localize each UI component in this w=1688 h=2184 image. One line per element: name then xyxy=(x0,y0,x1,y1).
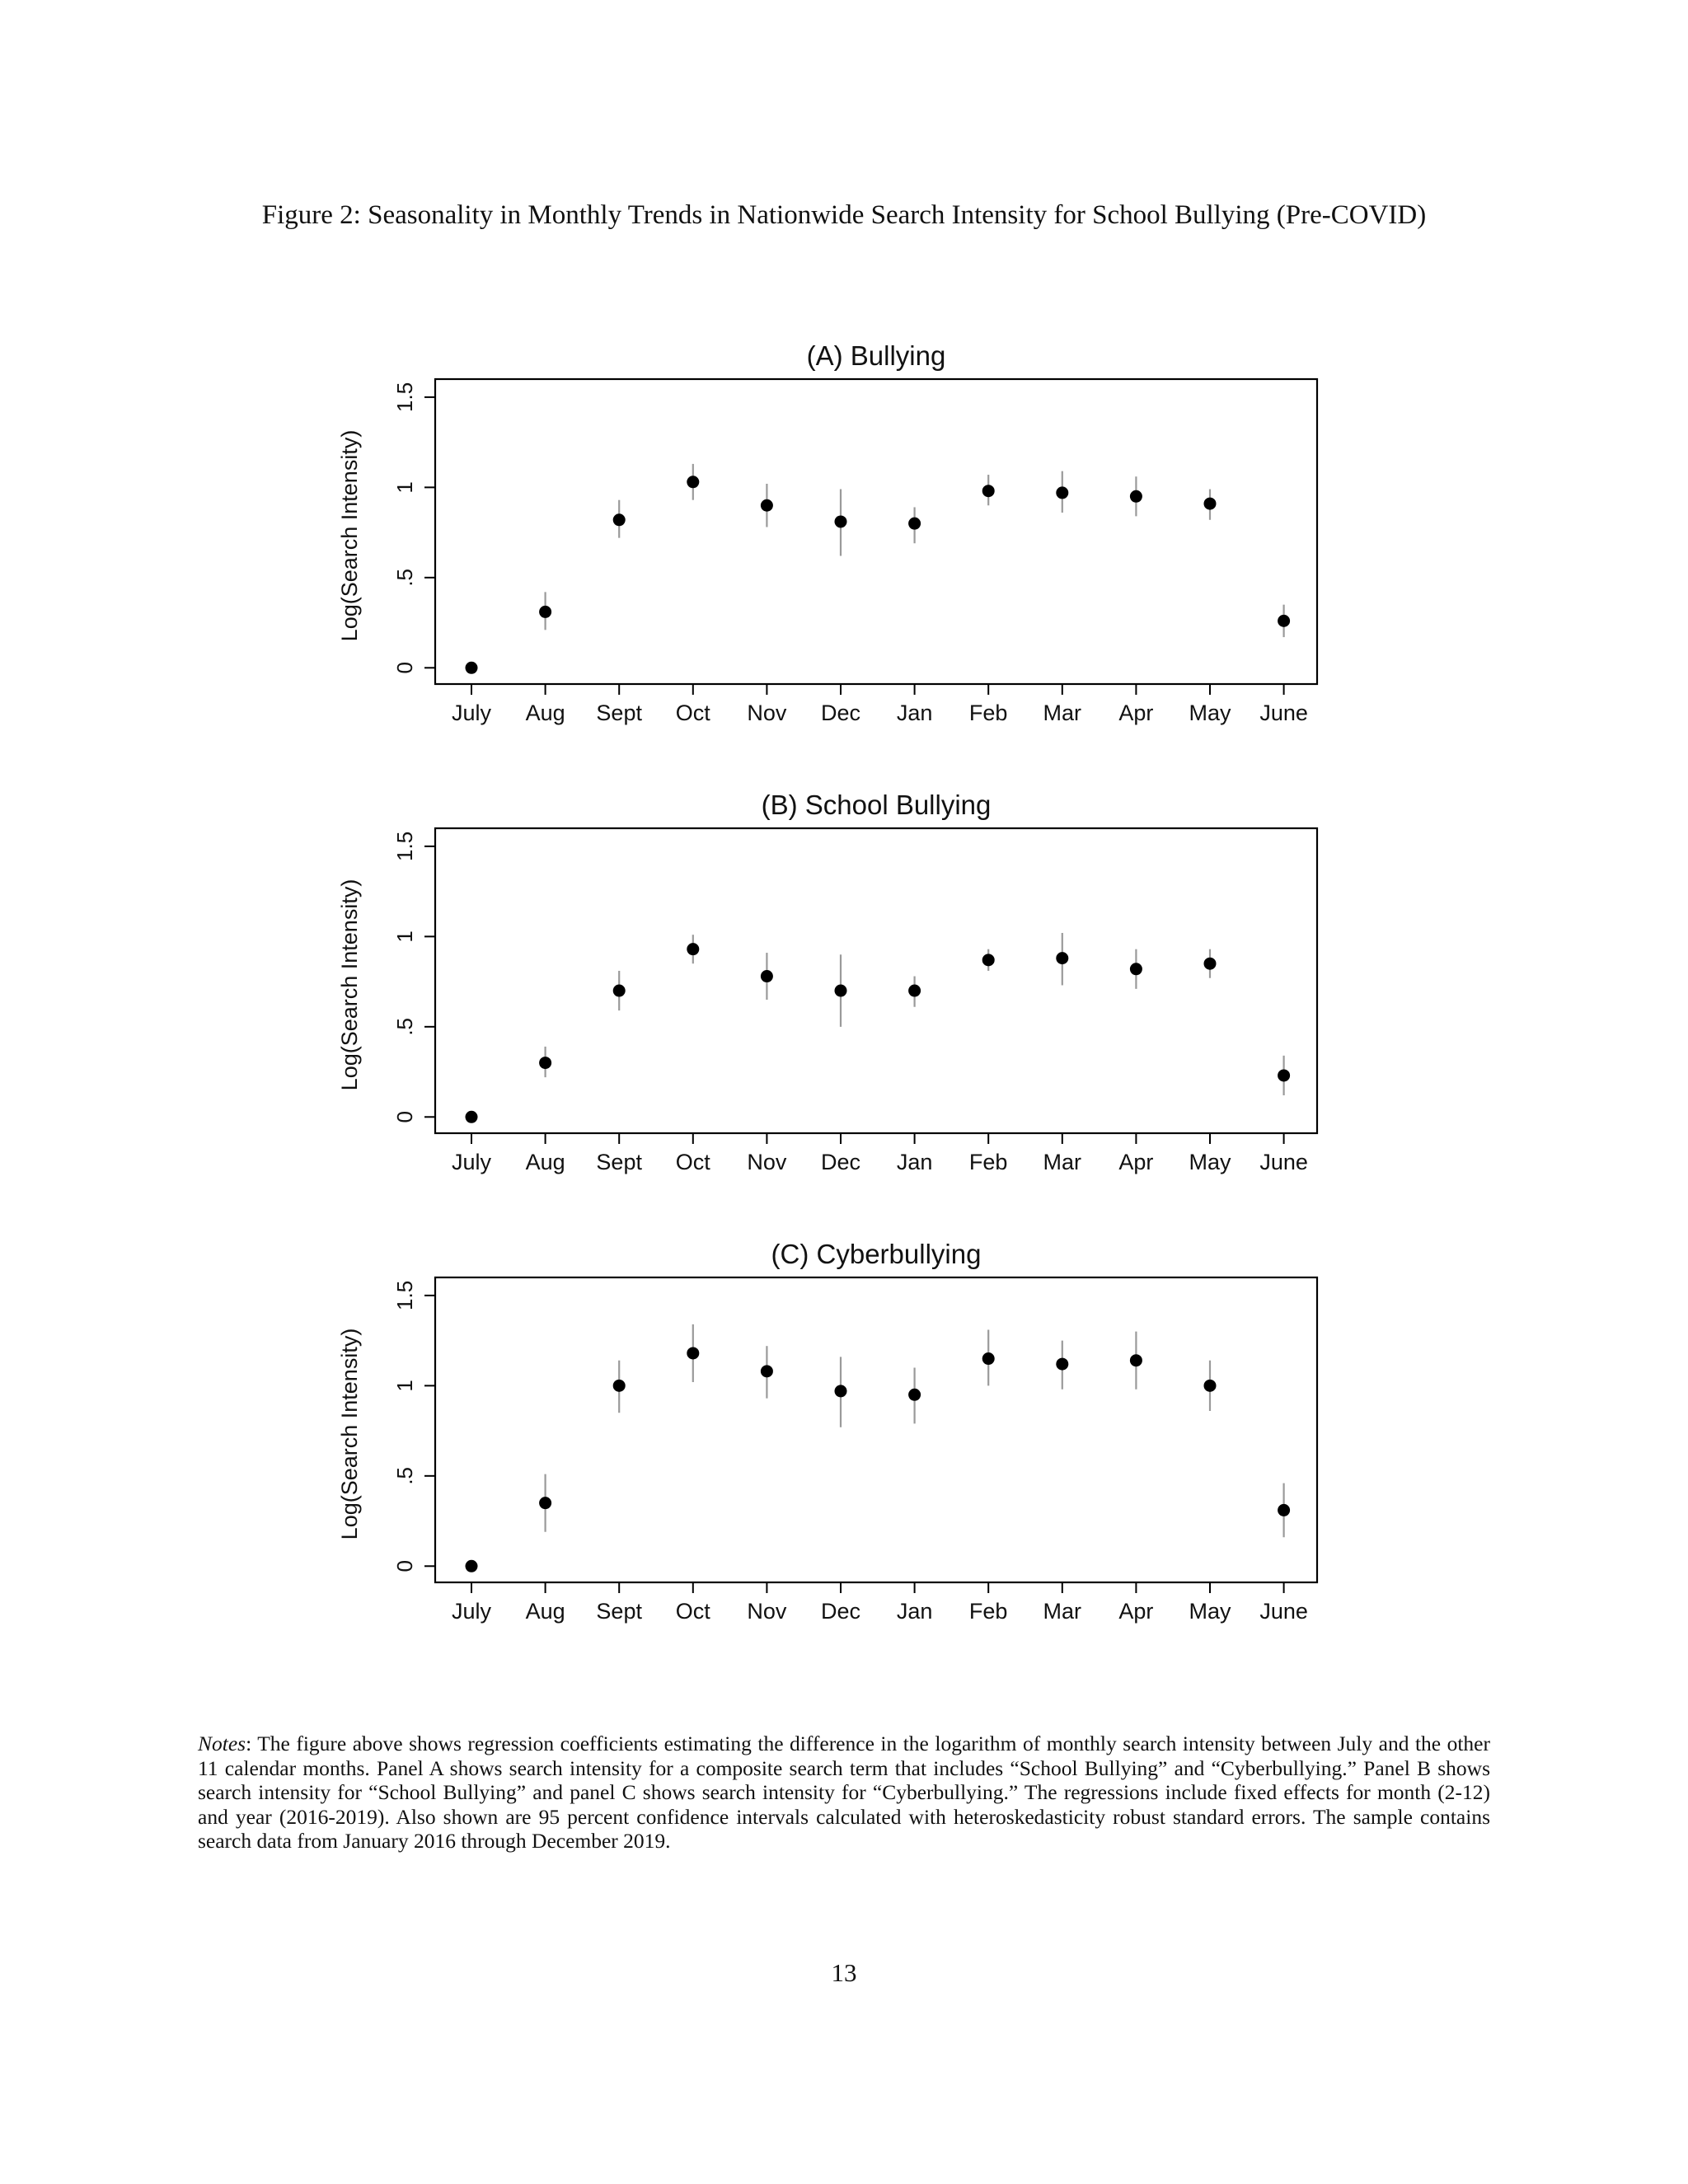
y-tick-label: 1 xyxy=(392,1380,417,1392)
data-point xyxy=(1130,1354,1142,1366)
x-tick-label: Feb xyxy=(968,701,1008,725)
x-tick-label: June xyxy=(1259,1599,1308,1624)
figure-caption: Figure 2: Seasonality in Monthly Trends in Nationwide Search Intensity for School Bullying (Pre-COVID) xyxy=(261,200,1427,230)
data-point xyxy=(1130,490,1142,503)
x-tick-label: Dec xyxy=(820,1150,861,1174)
y-tick-label: 0 xyxy=(392,662,417,674)
data-point xyxy=(539,606,551,618)
x-tick-label: Mar xyxy=(1043,1599,1082,1624)
y-tick-label: 1 xyxy=(392,481,417,494)
data-point xyxy=(982,485,995,497)
x-tick-label: Oct xyxy=(675,1150,710,1174)
x-tick-label: Oct xyxy=(675,701,710,725)
y-tick-label: 0 xyxy=(392,1560,417,1572)
data-point xyxy=(908,1389,921,1401)
data-point xyxy=(466,1560,478,1572)
x-tick-label: Jan xyxy=(896,1599,933,1624)
x-tick-label: Apr xyxy=(1118,701,1154,725)
data-point xyxy=(539,1497,551,1509)
x-tick-label: July xyxy=(451,1150,492,1174)
x-tick-label: July xyxy=(451,701,492,725)
x-tick-label: Mar xyxy=(1043,1150,1082,1174)
plot-frame xyxy=(435,828,1317,1133)
data-point xyxy=(1056,486,1068,499)
y-axis-label: Log(Search Intensity) xyxy=(337,1328,362,1540)
x-tick-label: Aug xyxy=(525,701,565,725)
data-point xyxy=(1278,1069,1290,1081)
chart-title: (C) Cyberbullying xyxy=(771,1239,982,1269)
x-tick-label: Nov xyxy=(747,701,787,725)
x-tick-label: May xyxy=(1189,701,1231,725)
x-tick-label: Dec xyxy=(820,1599,861,1624)
y-tick-label: .5 xyxy=(392,568,417,587)
data-point xyxy=(761,970,773,982)
data-point xyxy=(761,1365,773,1377)
y-tick-label: .5 xyxy=(392,1466,417,1485)
data-point xyxy=(687,943,699,955)
x-tick-label: June xyxy=(1259,701,1308,725)
y-tick-label: 0 xyxy=(392,1111,417,1123)
x-tick-label: May xyxy=(1189,1599,1231,1624)
data-point xyxy=(982,954,995,966)
x-tick-label: Dec xyxy=(820,701,861,725)
data-point xyxy=(539,1057,551,1069)
data-point xyxy=(1204,958,1217,970)
x-tick-label: Jan xyxy=(896,701,933,725)
x-tick-label: Oct xyxy=(675,1599,710,1624)
y-tick-label: 1.5 xyxy=(392,1280,417,1310)
data-point xyxy=(1130,963,1142,975)
plot-frame xyxy=(435,1277,1317,1582)
notes-label: Notes xyxy=(198,1732,246,1755)
x-tick-label: Aug xyxy=(525,1150,565,1174)
data-point xyxy=(1278,615,1290,627)
data-point xyxy=(835,1385,847,1397)
x-tick-label: Apr xyxy=(1118,1599,1154,1624)
data-point xyxy=(761,499,773,512)
chart-title: (B) School Bullying xyxy=(761,790,992,820)
chart-panel-0 xyxy=(337,340,1317,725)
data-point xyxy=(613,1380,626,1392)
x-tick-label: Jan xyxy=(896,1150,933,1174)
x-tick-label: July xyxy=(451,1599,492,1624)
x-tick-label: Nov xyxy=(747,1150,787,1174)
chart-title: (A) Bullying xyxy=(806,340,946,371)
x-tick-label: Sept xyxy=(596,1599,642,1624)
x-tick-label: Sept xyxy=(596,701,642,725)
notes-text: : The figure above shows regression coefficients estimating the difference in the logarithm of monthly search intensity between July and the other 11 calendar months. Panel A shows search intensity for a composite search term that includes “School Bullying” and “Cyberbullying.” Panel B shows search intensity for “School Bullying” and panel C shows search intensity for “Cyberbullying.” The regressions include fixed effects for month (2-12) and year (2016-2019). Also shown are 95 percent confidence intervals calculated with heteroskedasticity robust standard errors. The sample contains search data from January 2016 through December 2019. xyxy=(198,1732,1490,1853)
y-axis-label: Log(Search Intensity) xyxy=(337,879,362,1091)
y-tick-label: 1 xyxy=(392,930,417,943)
x-tick-label: Feb xyxy=(968,1599,1008,1624)
data-point xyxy=(1056,1358,1068,1371)
data-point xyxy=(835,985,847,997)
data-point xyxy=(1204,1380,1217,1392)
data-point xyxy=(908,985,921,997)
y-tick-label: 1.5 xyxy=(392,382,417,412)
x-tick-label: Apr xyxy=(1118,1150,1154,1174)
x-tick-label: Sept xyxy=(596,1150,642,1174)
chart-panel-1 xyxy=(337,790,1317,1174)
data-point xyxy=(1204,498,1217,510)
data-point xyxy=(1278,1504,1290,1516)
x-tick-label: Aug xyxy=(525,1599,565,1624)
data-point xyxy=(466,1111,478,1123)
chart-panel-2 xyxy=(337,1239,1317,1624)
data-point xyxy=(687,476,699,488)
y-tick-label: .5 xyxy=(392,1017,417,1036)
data-point xyxy=(613,513,626,526)
x-tick-label: Feb xyxy=(968,1150,1008,1174)
plot-frame xyxy=(435,379,1317,684)
data-point xyxy=(982,1352,995,1365)
figure-notes xyxy=(198,1732,1490,1854)
x-tick-label: Mar xyxy=(1043,701,1082,725)
x-tick-label: May xyxy=(1189,1150,1231,1174)
y-tick-label: 1.5 xyxy=(392,831,417,861)
page-number: 13 xyxy=(831,1958,857,1987)
data-point xyxy=(687,1347,699,1359)
x-tick-label: Nov xyxy=(747,1599,787,1624)
y-axis-label: Log(Search Intensity) xyxy=(337,429,362,642)
data-point xyxy=(835,515,847,527)
x-tick-label: June xyxy=(1259,1150,1308,1174)
data-point xyxy=(908,518,921,530)
data-point xyxy=(466,662,478,674)
data-point xyxy=(1056,952,1068,964)
data-point xyxy=(613,985,626,997)
